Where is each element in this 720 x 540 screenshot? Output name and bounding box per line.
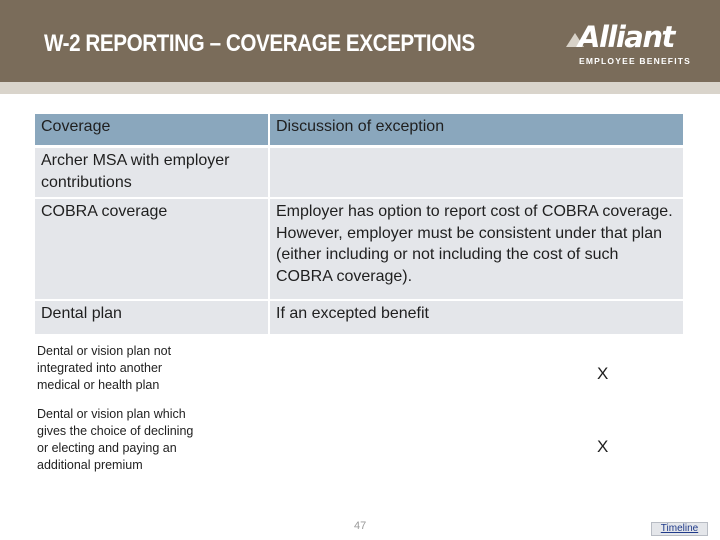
coverage-cell: COBRA coverage xyxy=(41,203,168,220)
coverage-cell: Dental plan xyxy=(41,305,122,322)
sub-item-mark: X xyxy=(597,437,609,456)
discussion-cell: If an excepted benefit xyxy=(276,305,429,322)
table-header-coverage xyxy=(35,114,268,145)
table-row-cobra-coverage xyxy=(35,199,268,299)
discussion-cell xyxy=(270,148,683,150)
table-row-archer-discussion xyxy=(270,148,683,197)
table-row-dental-coverage xyxy=(35,301,268,334)
logo-subtitle: EMPLOYEE BENEFITS xyxy=(579,56,692,66)
coverage-cell: Archer MSA with employer contributions xyxy=(41,152,230,191)
header-cell-label: Coverage xyxy=(41,118,111,135)
title-bar xyxy=(0,0,720,82)
header-cell-label: Discussion of exception xyxy=(276,118,445,135)
timeline-link[interactable]: Timeline xyxy=(651,522,708,536)
page-number: 47 xyxy=(354,520,367,532)
alliant-logo xyxy=(566,20,692,68)
discussion-cell: Employer has option to report cost of COBRA coverage. However, employer must be consistent under that plan (either including or not including the cost of such COBRA coverage). xyxy=(276,203,673,285)
page-title: W-2 REPORTING – COVERAGE EXCEPTIONS xyxy=(44,30,475,57)
table-row-cobra-discussion xyxy=(270,199,683,299)
header-divider-band xyxy=(0,82,720,94)
table-header-discussion xyxy=(270,114,683,145)
table-row-archer-coverage xyxy=(35,148,268,197)
sub-item-not-integrated: Dental or vision plan not integrated into another medical or health plan xyxy=(37,344,172,392)
sub-item-choice-premium: Dental or vision plan which gives the choice of declining or electing and paying an additional premium xyxy=(37,407,194,472)
sub-item-mark: X xyxy=(597,364,609,383)
logo-name: Alliant xyxy=(578,20,674,54)
table-row-dental-discussion xyxy=(270,301,683,334)
